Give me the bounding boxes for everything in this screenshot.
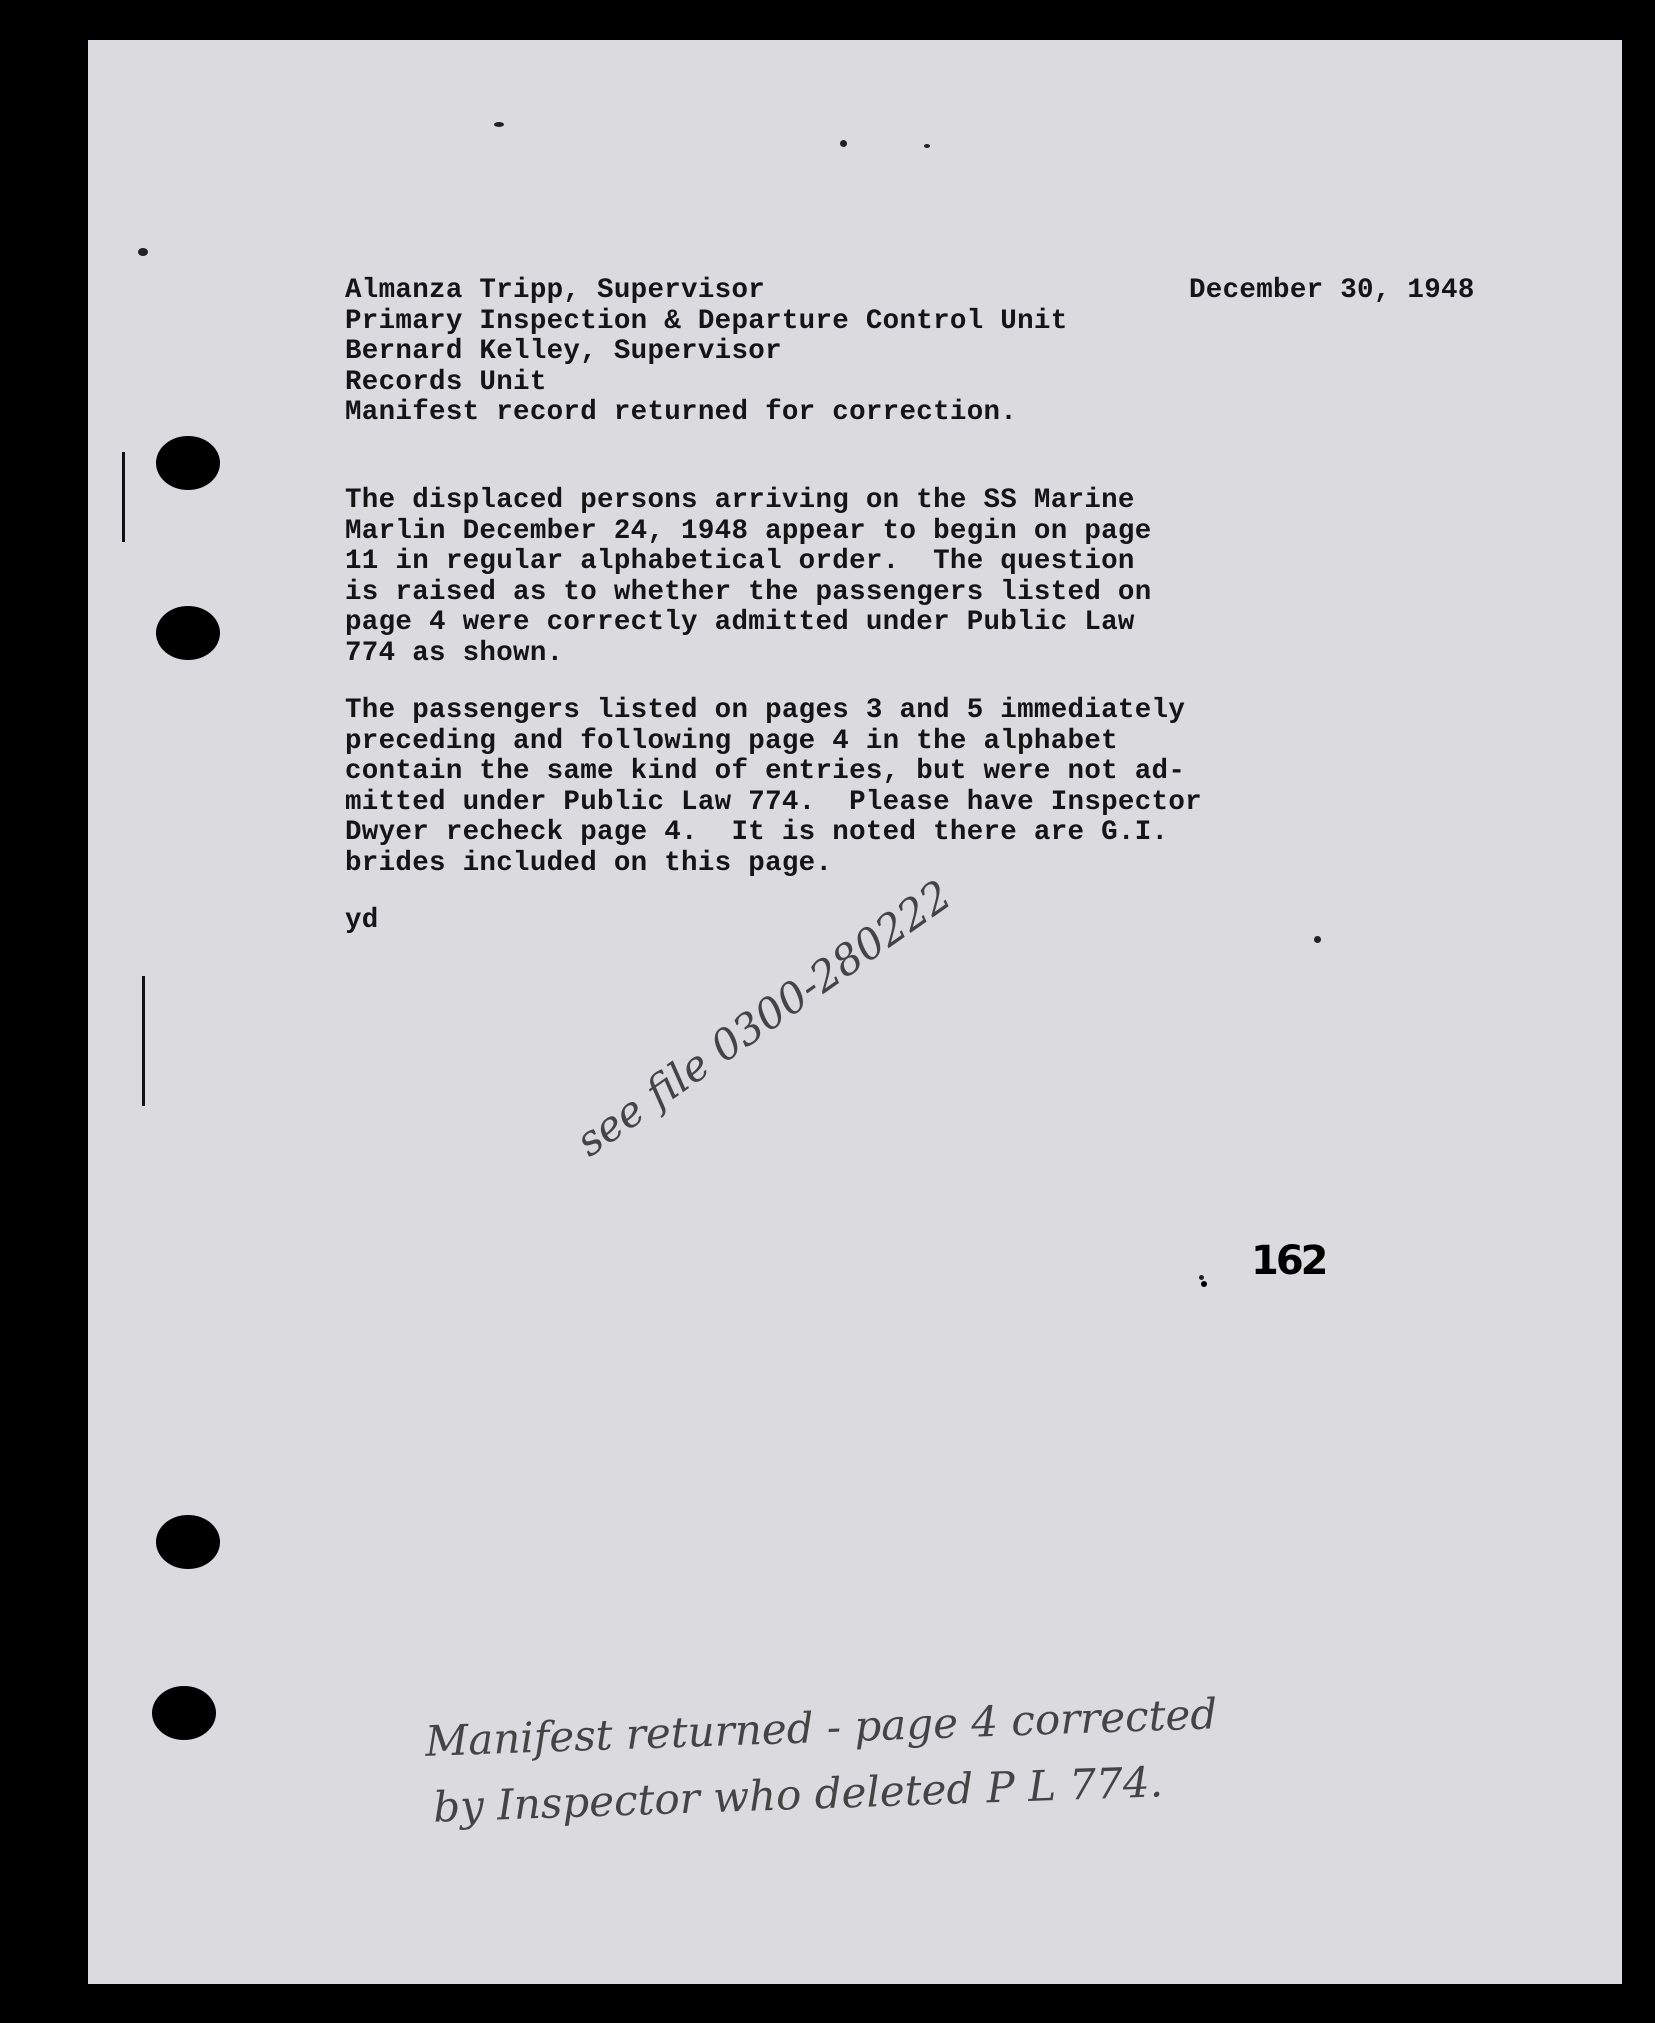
handwritten-correction-line: by Inspector who deleted P L 774.	[432, 1757, 1164, 1832]
sender-name: Bernard Kelley, Supervisor	[345, 336, 782, 367]
paragraph-line: preceding and following page 4 in the alphabet	[345, 725, 1118, 757]
speck	[1199, 1275, 1204, 1280]
addressee-name: Almanza Tripp, Supervisor	[345, 275, 766, 306]
punch-hole	[156, 436, 220, 490]
subject-line: Manifest record returned for correction.	[345, 397, 1018, 428]
paragraph-line: is raised as to whether the passengers listed on	[345, 576, 1152, 608]
paragraph-line: The passengers listed on pages 3 and 5 immediately	[345, 695, 1186, 726]
memo-date: December 30, 1948	[1189, 275, 1475, 306]
paragraph-line: The displaced persons arriving on the SS Marine	[345, 485, 1135, 516]
typist-initials: yd	[345, 905, 379, 936]
addressee-unit: Primary Inspection & Departure Control Unit	[345, 305, 1068, 337]
handwritten-file-note: see file 0300-280222	[566, 870, 961, 1166]
margin-mark	[142, 976, 145, 1106]
paragraph-line: brides included on this page.	[345, 847, 833, 879]
speck	[1314, 936, 1321, 943]
sender-unit: Records Unit	[345, 366, 547, 398]
paragraph-line: Marlin December 24, 1948 appear to begin on page	[345, 515, 1152, 547]
punch-hole	[152, 1686, 216, 1740]
speck	[840, 140, 847, 147]
speck	[1201, 1281, 1207, 1287]
speck	[494, 122, 504, 127]
punch-hole	[156, 606, 220, 660]
paragraph-line: contain the same kind of entries, but were not ad-	[345, 756, 1186, 787]
margin-mark	[122, 452, 125, 542]
paragraph-line: 774 as shown.	[345, 637, 564, 669]
page-number-stamp: 162	[1251, 1238, 1326, 1284]
speck	[924, 144, 930, 148]
paragraph-line: mitted under Public Law 774. Please have Inspector	[345, 786, 1202, 818]
paragraph-line: 11 in regular alphabetical order. The question	[345, 546, 1135, 577]
speck	[138, 248, 148, 256]
handwritten-correction-line: Manifest returned - page 4 corrected	[424, 1689, 1219, 1766]
paragraph-line: page 4 were correctly admitted under Public Law	[345, 607, 1135, 638]
punch-hole	[156, 1515, 220, 1569]
paragraph-line: Dwyer recheck page 4. It is noted there are G.I.	[345, 817, 1169, 848]
document-page	[88, 40, 1622, 1984]
